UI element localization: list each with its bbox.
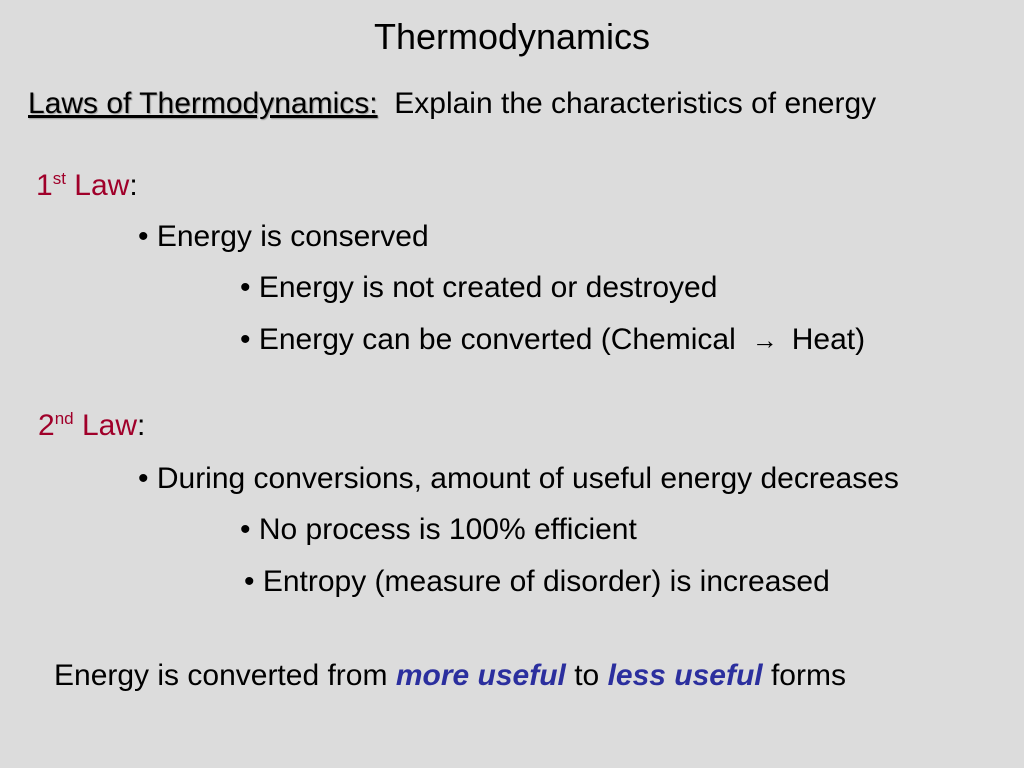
more-useful-emphasis: more useful xyxy=(395,659,566,692)
second-law-sub-bullet: • Entropy (measure of disorder) is increased xyxy=(244,565,830,598)
second-law-bullet: • During conversions, amount of useful energy decreases xyxy=(138,462,899,495)
second-law-label xyxy=(38,406,145,446)
second-law-ordinal: nd xyxy=(54,409,74,428)
subtitle-description: Explain the characteristics of energy xyxy=(394,87,877,120)
first-law-sub-bullet: • Energy is not created or destroyed xyxy=(240,271,718,304)
conclusion-text: to xyxy=(565,659,608,692)
slide-title: Thermodynamics xyxy=(373,16,651,57)
conversion-text: • Energy can be converted (Chemical xyxy=(240,323,736,356)
first-law-bullet: • Energy is conserved xyxy=(138,220,429,253)
first-law-sub-bullet-conversion xyxy=(240,320,865,360)
right-arrow-icon: → xyxy=(751,325,778,355)
first-law-word: Law xyxy=(74,169,130,202)
second-law-colon: : xyxy=(137,409,146,442)
less-useful-emphasis: less useful xyxy=(607,659,763,692)
first-law-ordinal: st xyxy=(52,169,66,188)
first-law-colon: : xyxy=(129,169,138,202)
second-law-sub-bullet: • No process is 100% efficient xyxy=(240,513,637,546)
laws-heading: Laws of Thermodynamics: xyxy=(28,87,378,120)
first-law-number: 1 xyxy=(36,169,53,202)
second-law-number: 2 xyxy=(38,409,55,442)
conclusion-text: Energy is converted from xyxy=(54,659,396,692)
second-law-word: Law xyxy=(81,409,137,442)
conversion-target: Heat) xyxy=(791,323,866,356)
subtitle-line xyxy=(28,84,876,124)
conclusion-text: forms xyxy=(762,659,846,692)
conclusion-statement xyxy=(54,656,846,696)
first-law-label xyxy=(36,166,138,206)
